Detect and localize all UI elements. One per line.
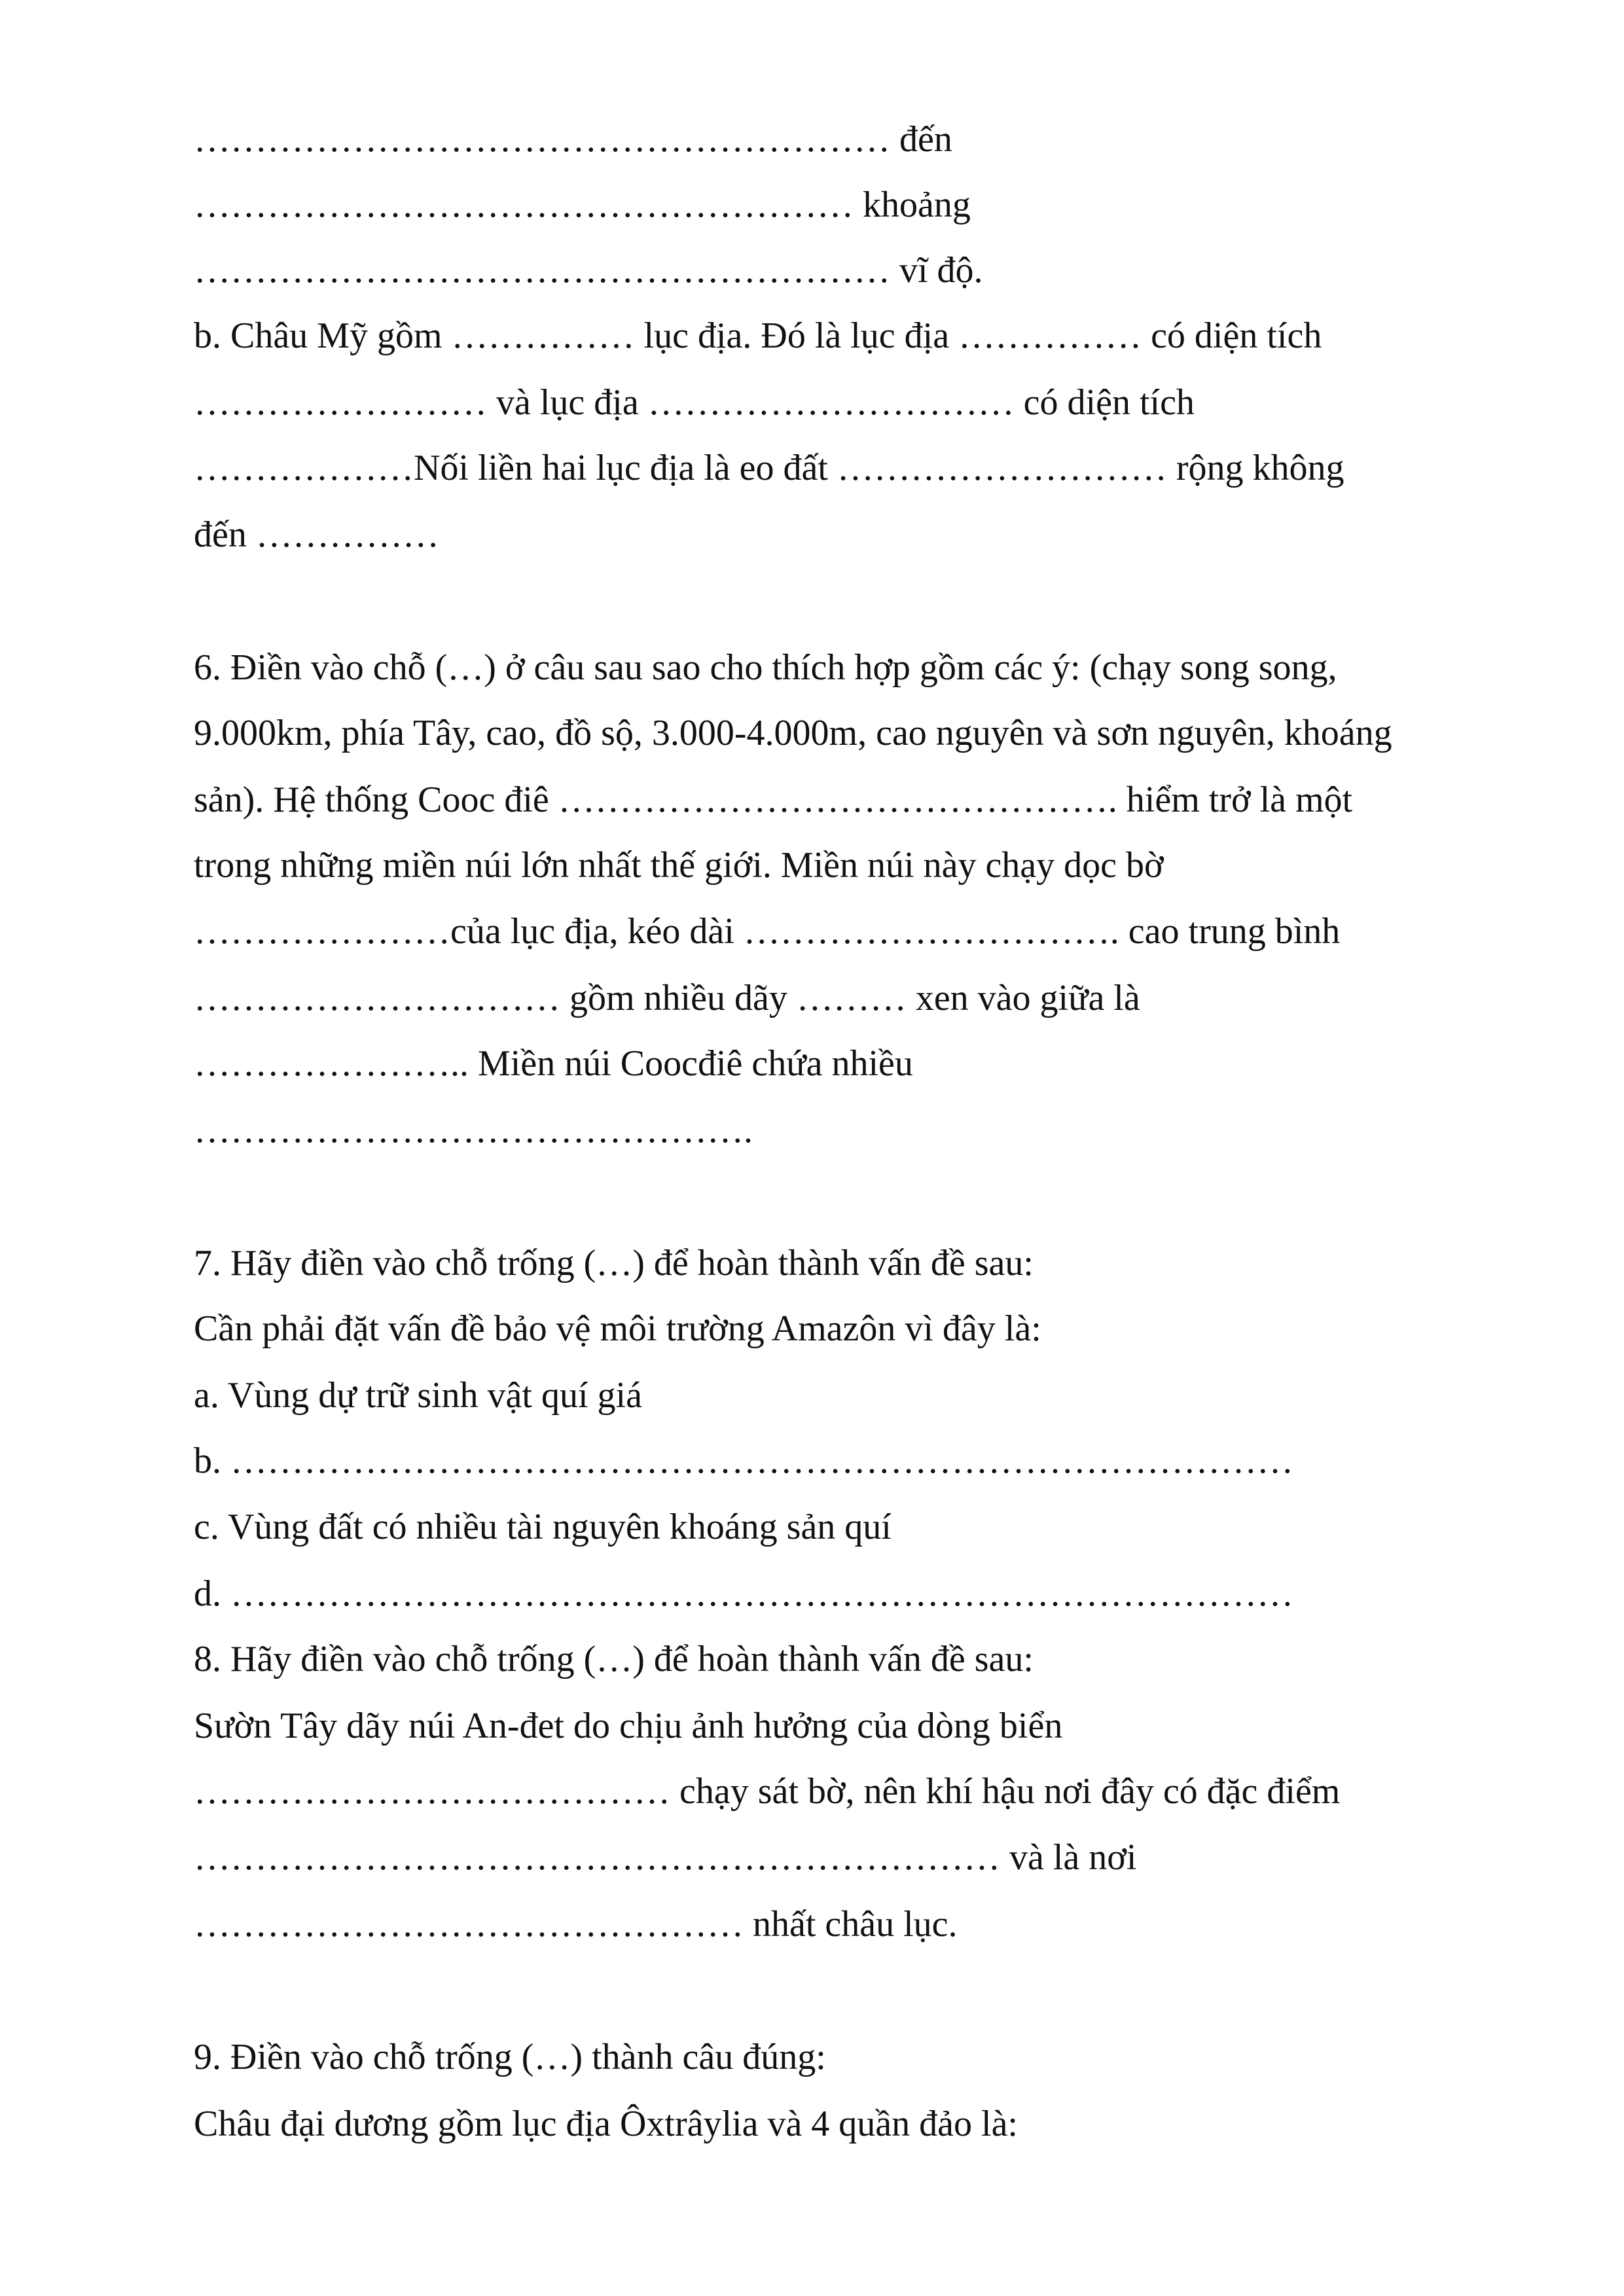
- text-line: ………………………………………………… đến: [194, 119, 952, 160]
- text-line: Châu đại dương gồm lục địa Ôxtrâylia và 4 quần đảo là:: [194, 2104, 1018, 2144]
- question-6-line: 6. Điền vào chỗ (…) ở câu sau sao cho thích hợp gồm các ý: (chạy song song,: [194, 647, 1337, 688]
- text-line: Sườn Tây dãy núi An-đet do chịu ảnh hưởng của dòng biển: [194, 1706, 1063, 1746]
- text-line: b. ……………………………………………………………………………: [194, 1441, 1293, 1481]
- text-line: ………………………………………………… vĩ độ.: [194, 250, 983, 291]
- text-line: đến ……………: [194, 514, 439, 555]
- text-line: ………………………………………………………… và là nơi: [194, 1837, 1137, 1878]
- text-line: d. ……………………………………………………………………………: [194, 1573, 1293, 1614]
- question-9-line: 9. Điền vào chỗ trống (…) thành câu đúng:: [194, 2037, 826, 2077]
- text-line: b. Châu Mỹ gồm …………… lục địa. Đó là lục địa …………… có diện tích: [194, 315, 1322, 356]
- text-line: ……………………………………………… khoảng: [194, 185, 971, 225]
- text-line: c. Vùng đất có nhiều tài nguyên khoáng sản quí: [194, 1507, 892, 1547]
- text-line: trong những miền núi lớn nhất thế giới. Miền núi này chạy dọc bờ: [194, 845, 1164, 886]
- question-8-line: 8. Hãy điền vào chỗ trống (…) để hoàn thành vấn đề sau:: [194, 1639, 1034, 1679]
- question-7-line: 7. Hãy điền vào chỗ trống (…) để hoàn thành vấn đề sau:: [194, 1243, 1034, 1283]
- text-line: ……………………………………… nhất châu lục.: [194, 1904, 958, 1945]
- text-line: a. Vùng dự trữ sinh vật quí giá: [194, 1375, 642, 1416]
- text-line: …………………của lục địa, kéo dài …………………………. cao trung bình: [194, 911, 1341, 952]
- text-line: 9.000km, phía Tây, cao, đồ sộ, 3.000-4.000m, cao nguyên và sơn nguyên, khoáng: [194, 713, 1392, 753]
- text-line: Cần phải đặt vấn đề bảo vệ môi trường Amazôn vì đây là:: [194, 1308, 1041, 1349]
- text-line: ………………………………… chạy sát bờ, nên khí hậu nơi đây có đặc điểm: [194, 1771, 1341, 1812]
- text-line: ……………………………………….: [194, 1110, 753, 1151]
- text-line: …………………… và lục địa ………………………… có diện tích: [194, 382, 1195, 423]
- text-line: ………………………… gồm nhiều dãy ……… xen vào giữa là: [194, 978, 1140, 1018]
- text-line: ………………….. Miền núi Coocđiê chứa nhiều: [194, 1043, 913, 1084]
- text-line: sản). Hệ thống Cooc điê ………………………………………. hiểm trở là một: [194, 780, 1353, 820]
- text-line: ………………Nối liền hai lục địa là eo đất ……………………… rộng không: [194, 448, 1344, 488]
